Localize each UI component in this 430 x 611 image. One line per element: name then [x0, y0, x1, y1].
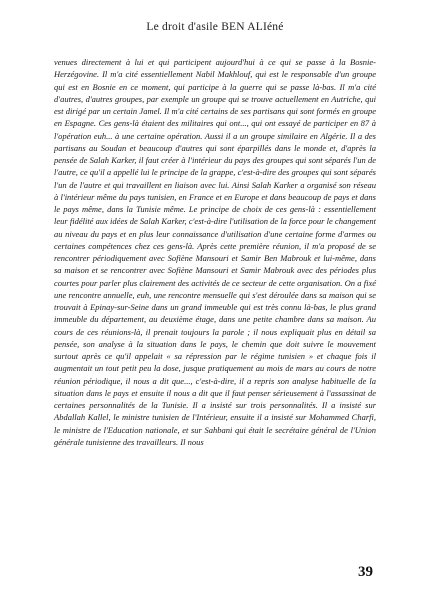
body-paragraph: venues directement à lui et qui participent aujourd'hui à ce qui se passe à la Bosnie-Herzégovine. Il m'a cité essentiellement Nabil Makhlouf, qui est le responsable d'un groupe qui est en Bosnie en ce moment, qui participe à la guerre qui se passe là-bas. Il m'a cité d'autres, d'autres groupes, par exemple un groupe qui se trouve actuellement en Autriche, qui est dirigé par un certain Jamel. Il m'a cité certains de ses partisans qui sont formés en groupe en Espagne. Ces gens-là étaient des militaires qui ont..., qui ont essayé de participer en 87 à l'opération euh... à une certaine opération. Aussi il a un groupe similaire en Algérie. Il a des partisans au Soudan et beaucoup d'autres qui sont éparpillés dans le monde et, d'après la pensée de Salah Karker, il faut créer à l'intérieur du pays des groupes qui sont séparés l'un de l'autre, ce qu'il a appellé lui le principe de la grappe, c'est-à-dire des groupes qui sont séparés l'un de l'autre et qui travaillent en liaison avec lui. Ainsi Salah Karker a organisé son réseau à l'intérieur même du pays tunisien, en France et en Europe et dans beaucoup de pays et dans le pays même, dans la Tunisie même. Le principe de choix de ces gens-là : essentiellement leur fidélité aux idées de Salah Karker, c'est-à-dire l'utilisation de la force pour le changement au niveau du pays et en plus leur connaissance d'utilisation d'une certaine forme d'armes ou certaines compétences chez ces gens-là. Après cette première réunion, il m'a proposé de se rencontrer périodiquement avec Sofiène Mansouri et Samir Ben Mabrouk et lui-même, dans sa maison et se rencontrer avec Sofiène Mansouri et Samir Mabrouk avec des périodes plus courtes pour parler plus clairement des activités de ce secteur de cette organisation. On a fixé une rencontre annuelle, euh, une rencontre mensuelle qui s'est déroulée dans sa maison qui se trouvait à Epinay-sur-Seine dans un grand immeuble qui est très connu là-bas, le plus grand immeuble du département, au deuxième étage, dans une petite chambre dans sa maison. Au cours de ces réunions-là, il prenait toujours la parole ; il nous expliquait plus en détail sa pensée, son analyse à la situation dans le pays, le chemin que doit suivre le mouvement surtout après ce qu'il appelait « sa répression par le régime tunisien » et chaque fois il augmentait un tout petit peu la dose, jusque pratiquement au mois de mars au cours de notre réunion périodique, il nous a dit que..., c'est-à-dire, il a repris son analyse habituelle de la situation dans le pays et ensuite il nous a dit que il faut penser sérieusement à l'assassinat de certaines personnalités de la Tunisie. Il a insisté sur trois personnalités. Il a insisté sur Abdallah Kallel, le ministre tunisien de l'Intérieur, ensuite il a insisté sur Mohammed Charfi, le ministre de l'Education nationale, et sur Sahbani qui était le secrétaire général de l'Union générale tunisienne des travailleurs. Il nous: [54, 57, 376, 447]
page-number: 39: [358, 564, 373, 580]
running-head: Le droit d'asile BEN ALIéné: [146, 21, 284, 33]
